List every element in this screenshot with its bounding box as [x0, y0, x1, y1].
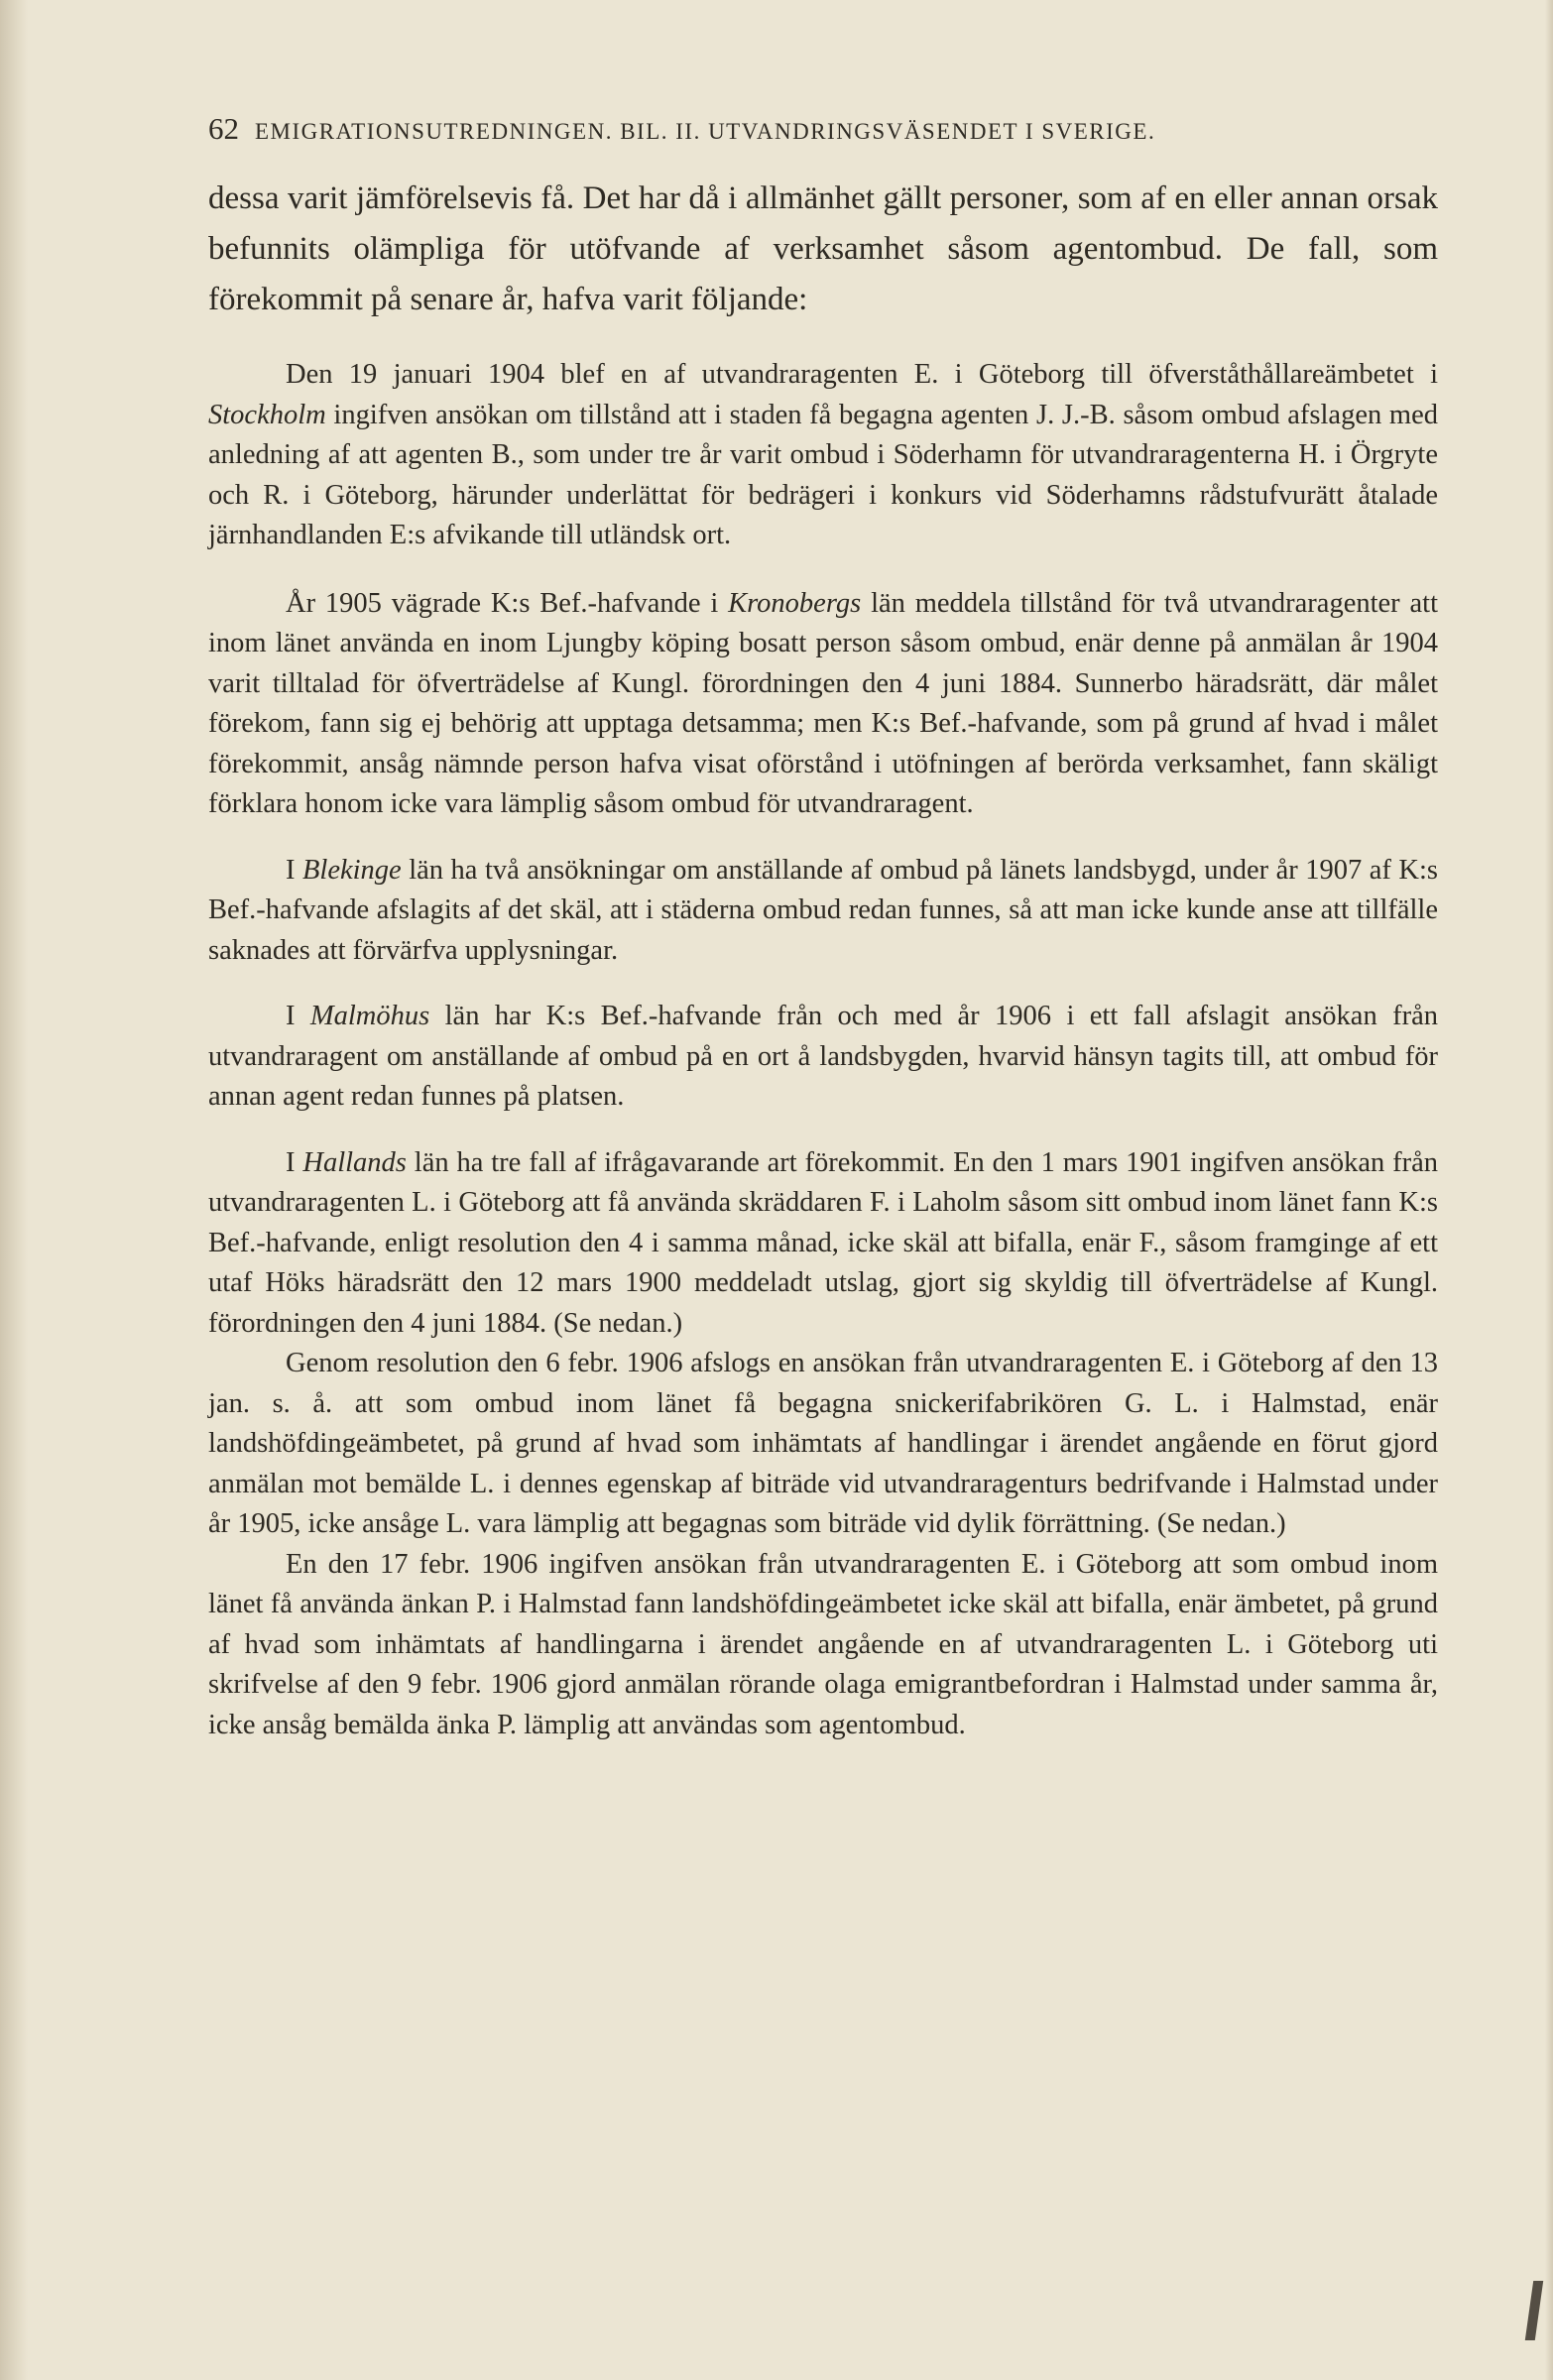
scan-corner-mark: [1525, 2281, 1543, 2340]
paragraph-halland: [208, 1143, 1438, 1345]
place-name: Blekinge: [302, 854, 402, 886]
paragraph-text: En den 17 febr. 1906 ingifven ansökan från utvandraragenten E. i Göteborg att som ombud inom länet få använda änkan P. i Halmstad fann landshöfdingeämbetet icke skäl att bifalla, enär ämbetet, på grund af hvad som inhämtats af handlingarna i ärendet angående en af utvandraragenten L. i Göteborg uti skrifvelse af den 9 febr. 1906 gjord anmälan rörande olaga emigrantbefordran i Halmstad under samma år, icke ansåg bemälda änka P. lämplig att användas som agentombud.: [208, 1548, 1438, 1740]
paragraph-text: År 1905 vägrade K:s Bef.-hafvande i: [286, 587, 729, 619]
paragraph-text: Den 19 januari 1904 blef en af utvandraragenten E. i Göteborg till öfverståthållareämbetet i: [286, 359, 1438, 390]
paragraph-malmohus: [208, 997, 1438, 1118]
paragraph-text: län meddela tillstånd för två utvandraragenter att inom länet använda en inom Ljungby köping bosatt person såsom ombud, enär denne på anmälan år 1904 varit tilltalad för öfverträdelse af Kungl. förordningen den 4 juni 1884. Sunnerbo häradsrätt, där målet förekom, fann sig ej behörig att upptaga detsamma; men K:s Bef.-hafvande, som på grund af hvad i målet förekommit, ansåg nämnde person hafva visat oförstånd i utöfningen af berörda verksamhet, fann skäligt förklara honom icke vara lämplig såsom ombud för utvandraragent.: [208, 587, 1439, 819]
body-text: [208, 174, 1438, 1745]
paragraph-blekinge: [208, 851, 1438, 972]
paragraph-stockholm: [208, 355, 1438, 556]
place-name: Stockholm: [208, 399, 326, 430]
paragraph-text: ingifven ansökan om tillstånd att i staden få begagna agenten J. J.-B. såsom ombud afslagen med anledning af att agenten B., som under tre år varit ombud i Söderhamn för utvandraragenterna H. i Örgryte och R. i Göteborg, härunder underlättat för bedrägeri i konkurs vid Söderhamns rådstufvurätt åtalade järnhandlanden E:s afvikande till utländsk ort.: [208, 399, 1438, 550]
intro-paragraph: dessa varit jämförelsevis få. Det har då i allmänhet gällt personer, som af en eller annan orsak befunnits olämpliga för utöfvande af verksamhet såsom agentombud. De fall, som förekommit på senare år, hafva varit följande:: [208, 180, 1438, 317]
paragraph-text: län ha två ansökningar om anställande af ombud på länets landsbygd, under år 1907 af K:s Bef.-hafvande afslagits af det skäl, att i städerna ombud redan funnes, så att man icke kunde anse att tillfälle saknades att förvärfva upplysningar.: [208, 854, 1438, 966]
paragraph-text: I: [286, 1001, 310, 1031]
paragraph-halmstad-1: [208, 1344, 1438, 1545]
paragraph-kronoberg: [208, 584, 1438, 825]
paragraph-text: län har K:s Bef.-hafvande från och med år 1906 i ett fall afslagit ansökan från utvandraragent om anställande af ombud på en ort å landsbygden, hvarvid hänsyn tagits till, att ombud för annan agent redan funnes på platsen.: [208, 1001, 1438, 1112]
binding-shadow: [0, 0, 28, 2380]
running-title: EMIGRATIONSUTREDNINGEN. BIL. II. UTVANDRINGSVÄSENDET I SVERIGE.: [255, 119, 1156, 144]
paragraph-text: I: [286, 1146, 303, 1178]
paragraph-text: Genom resolution den 6 febr. 1906 afslogs en ansökan från utvandraragenten E. i Göteborg af den 13 jan. s. å. att som ombud inom länet få begagna snickerifabrikören G. L. i Halmstad, enär landshöfdingeämbetet, på grund af hvad som inhämtats af handlingar i ärendet angående en förut gjord anmälan mot bemälde L. i dennes egenskap af biträde vid utvandraragenturs bedrifvande i Halmstad under år 1905, icke ansåge L. vara lämplig att begagnas som biträde vid dylik förrättning. (Se nedan.): [208, 1348, 1438, 1539]
page-number: 62: [208, 111, 239, 146]
place-name: Hallands: [302, 1146, 407, 1178]
running-header: [208, 111, 1438, 147]
paragraph-halmstad-2: [208, 1545, 1438, 1746]
paragraph-text: I: [286, 854, 302, 886]
place-name: Kronobergs: [728, 587, 862, 619]
paragraph-text: län ha tre fall af ifrågavarande art förekommit. En den 1 mars 1901 ingifven ansökan från utvandraragenten L. i Göteborg att få använda skräddaren F. i Laholm såsom sitt ombud inom länet fann K:s Bef.-hafvande, enligt resolution den 4 i samma månad, icke skäl att bifalla, enär F., såsom framginge af ett utaf Höks häradsrätt den 12 mars 1900 meddeladt utslag, gjort sig skyldig till öfverträdelse af Kungl. förordningen den 4 juni 1884. (Se nedan.): [208, 1146, 1438, 1339]
page-edge: [1545, 0, 1553, 2380]
place-name: Malmöhus: [309, 1001, 430, 1031]
